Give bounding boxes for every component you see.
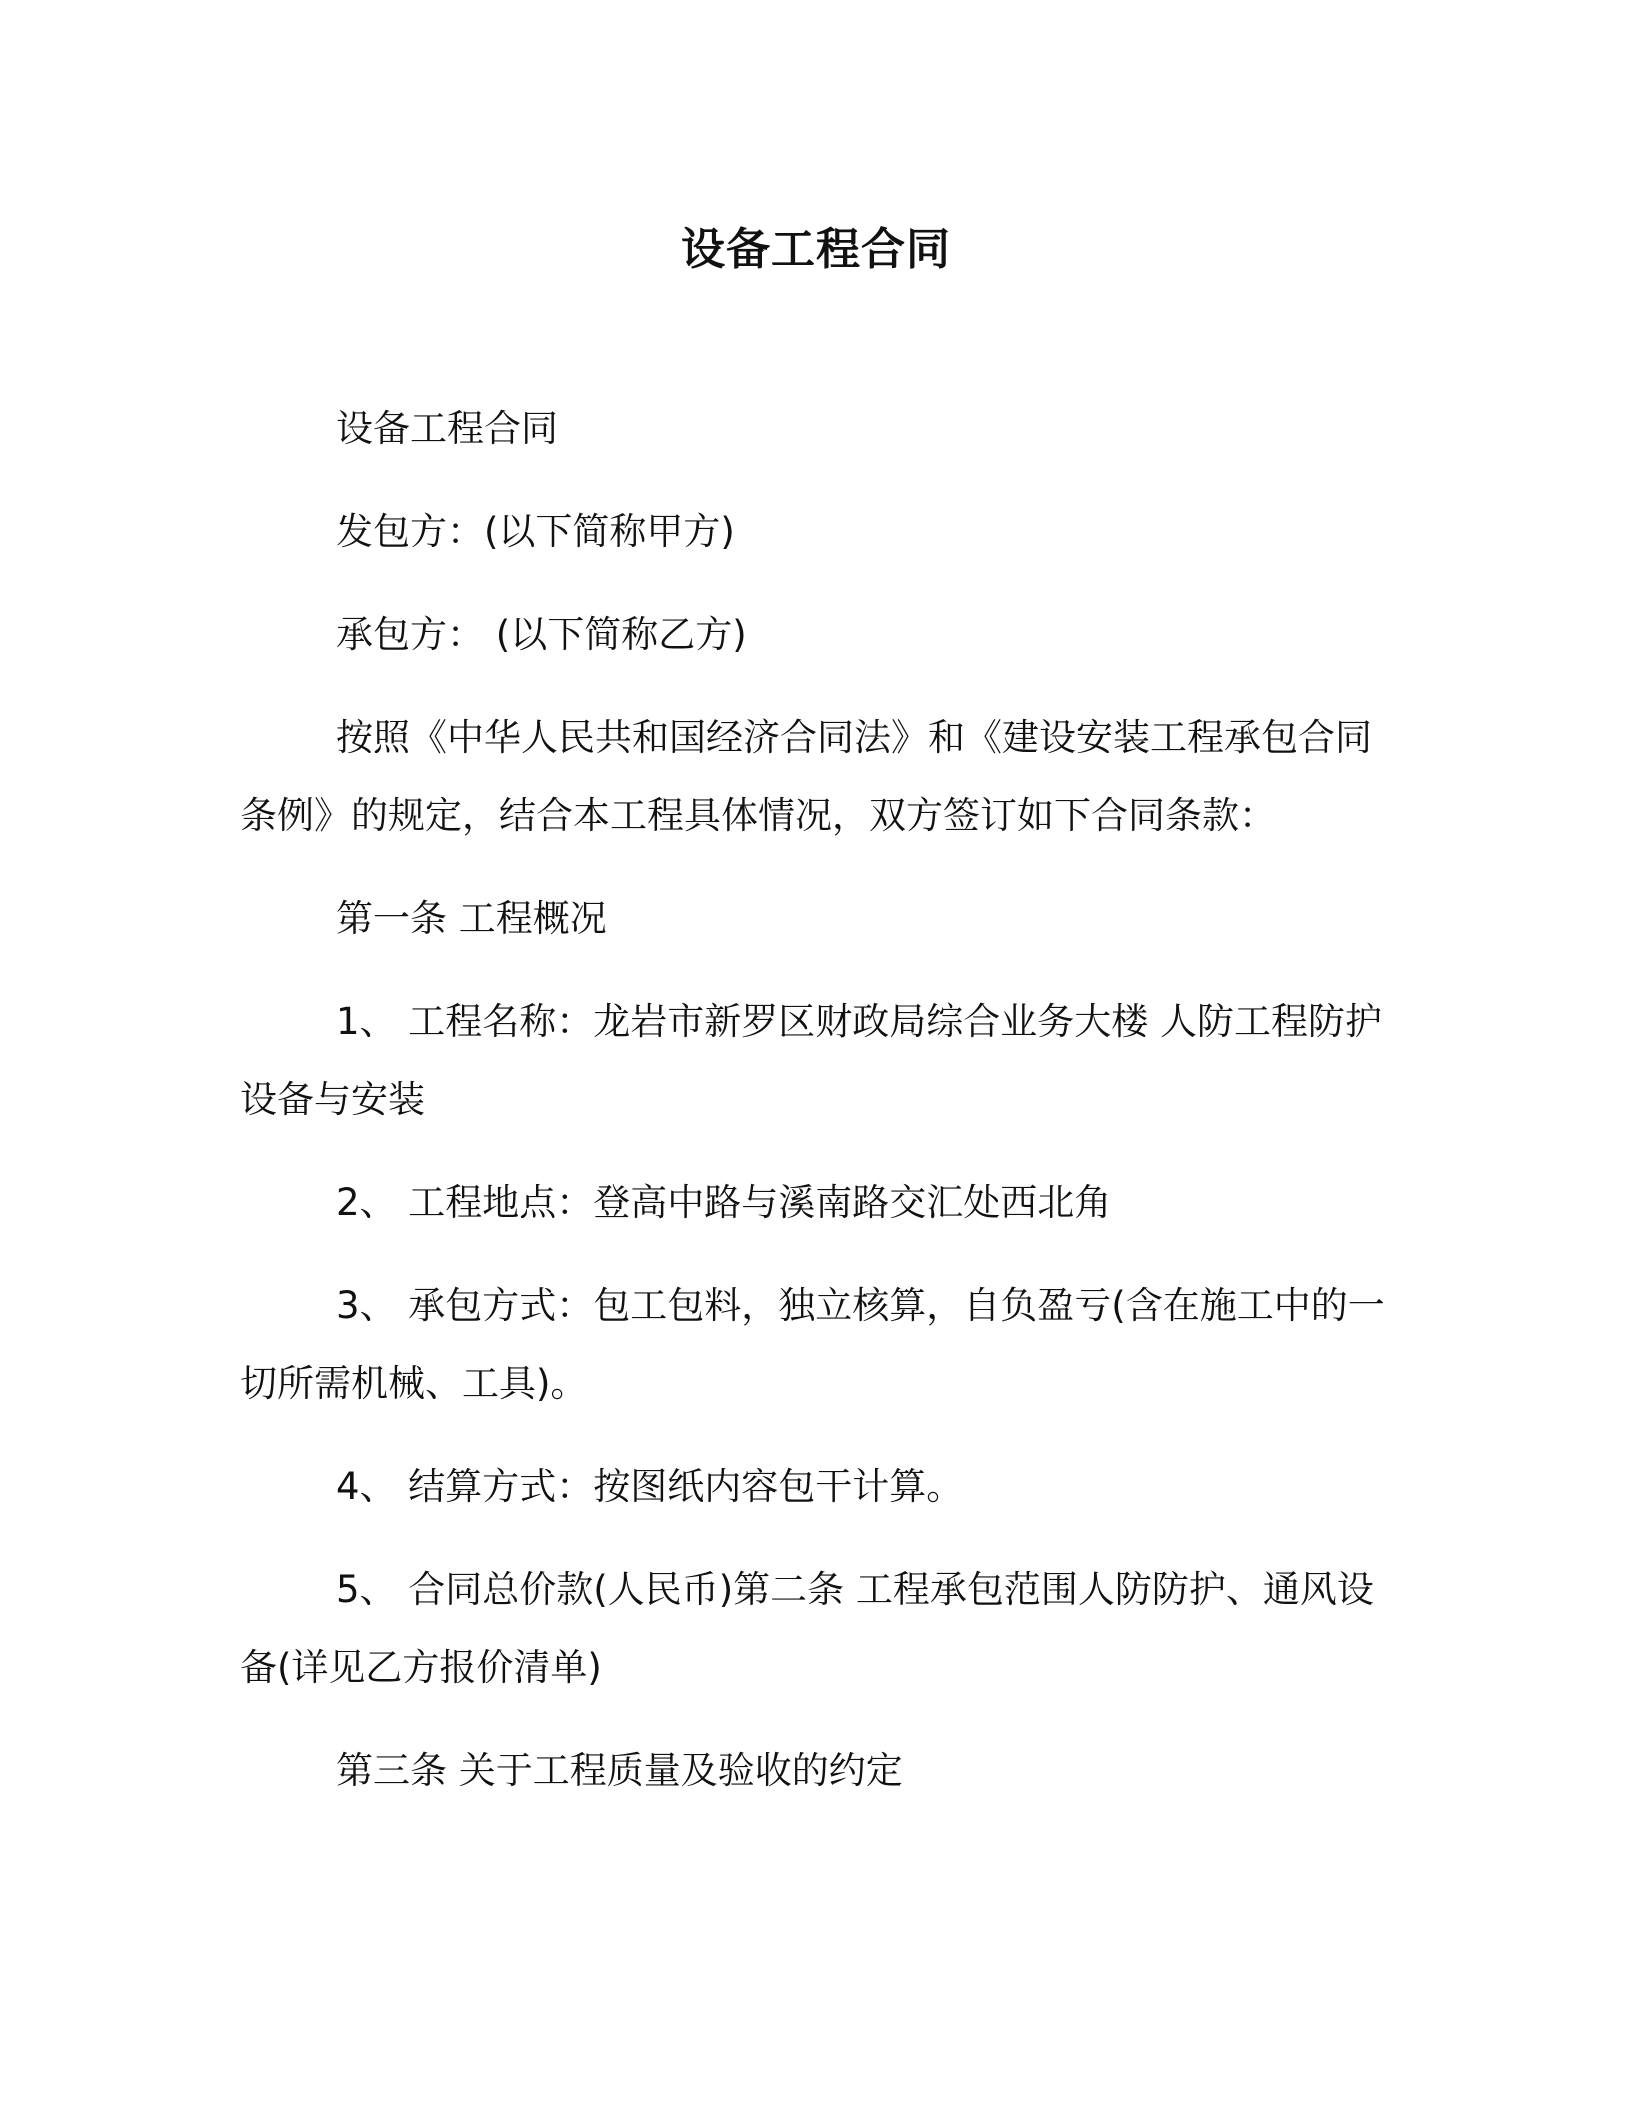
- paragraph-item-1: 1、 工程名称：龙岩市新罗区财政局综合业务大楼 人防工程防护设备与安装: [240, 1000, 1383, 1121]
- paragraph-contract-heading: 设备工程合同: [336, 407, 558, 450]
- paragraph-item-5: 5、 合同总价款(人民币)第二条 工程承包范围人防防护、通风设备(详见乙方报价清单): [240, 1568, 1374, 1689]
- document-body: [240, 390, 1392, 1835]
- paragraph-article-3: 第三条 关于工程质量及验收的约定: [336, 1749, 903, 1792]
- paragraph-party-b: 承包方： (以下简称乙方): [336, 613, 747, 656]
- paragraph-item-4: 4、 结算方式：按图纸内容包干计算。: [336, 1465, 964, 1508]
- paragraph-item-3: 3、 承包方式：包工包料，独立核算，自负盈亏(含在施工中的一切所需机械、工具)。: [240, 1284, 1385, 1405]
- paragraph-item-2: 2、 工程地点：登高中路与溪南路交汇处西北角: [336, 1181, 1112, 1224]
- paragraph-party-a: 发包方：(以下简称甲方): [336, 510, 735, 553]
- document-title: 设备工程合同: [681, 224, 951, 275]
- paragraph-preamble: 按照《中华人民共和国经济合同法》和《建设安装工程承包合同条例》的规定，结合本工程具体情况，双方签订如下合同条款：: [240, 716, 1372, 837]
- paragraph-article-1: 第一条 工程概况: [336, 897, 607, 940]
